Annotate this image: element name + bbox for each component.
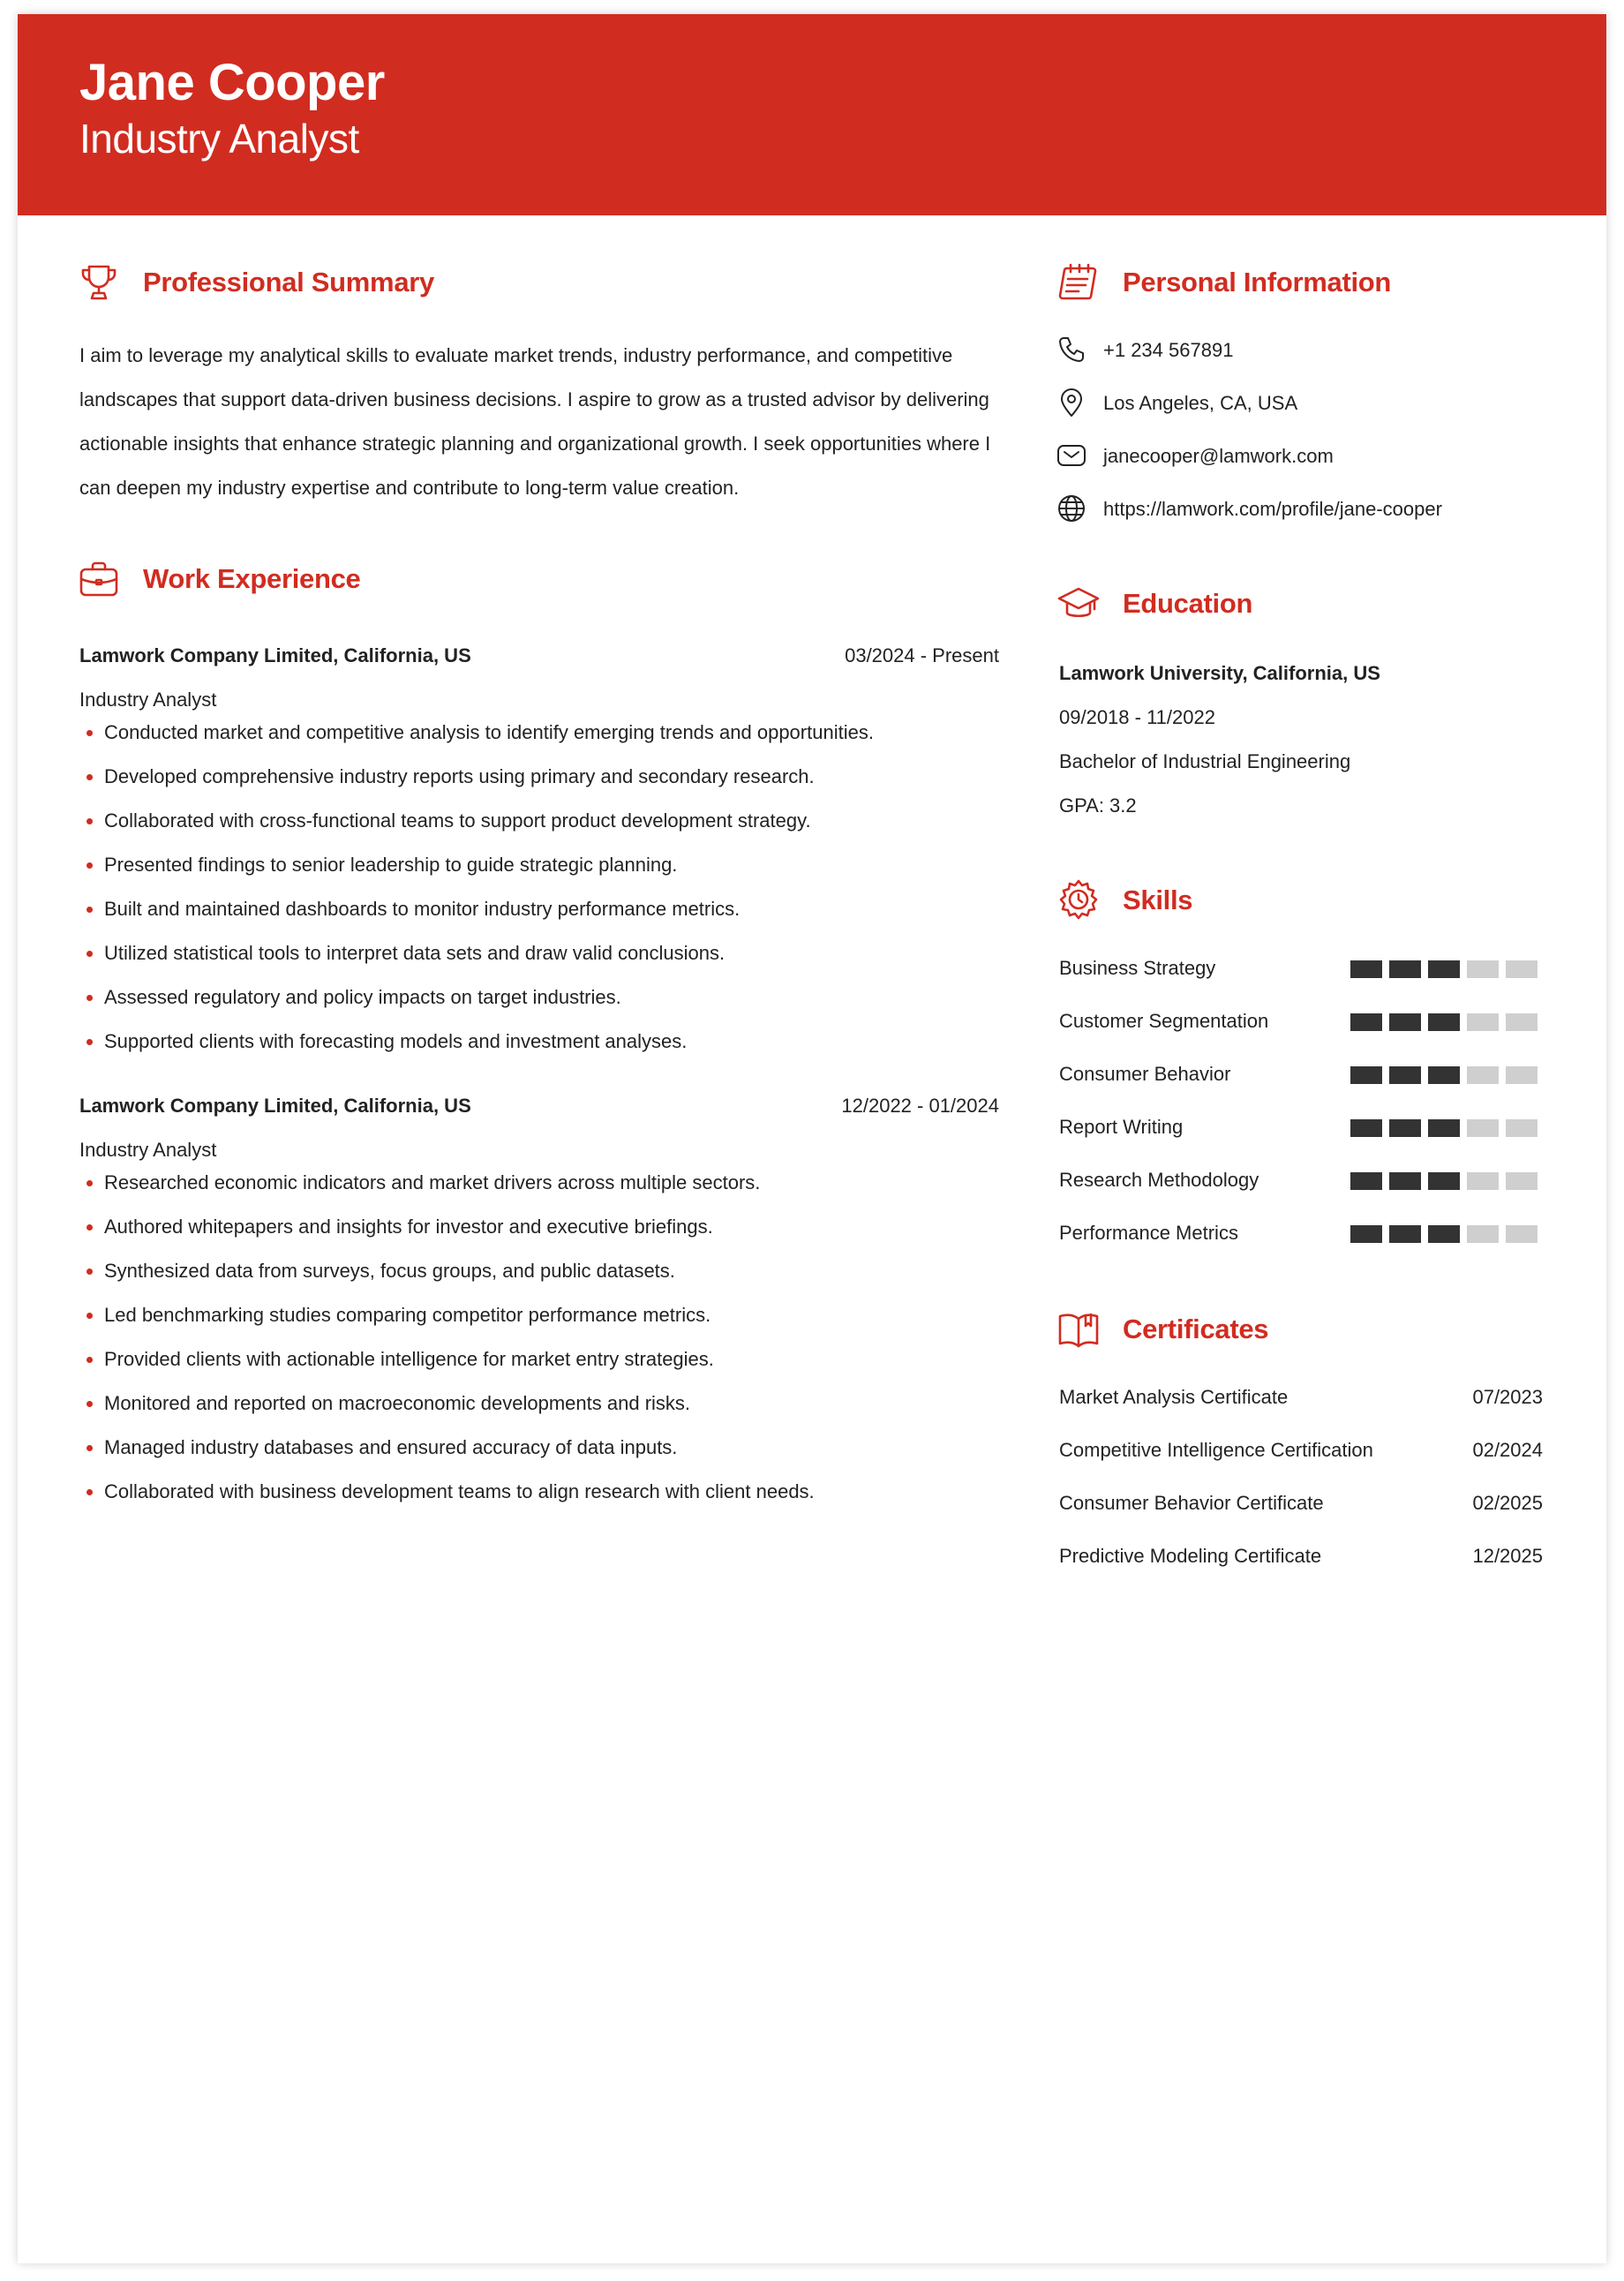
skill-level-bar: [1350, 1066, 1538, 1084]
location-pin-icon: [1056, 387, 1087, 418]
gear-clock-icon: [1056, 877, 1101, 923]
certificate-name: Competitive Intelligence Certification: [1059, 1439, 1373, 1461]
work-heading: Work Experience: [143, 563, 361, 594]
list-item: Assessed regulatory and policy impacts on target industries.: [79, 975, 874, 1020]
list-item: Developed comprehensive industry reports using primary and secondary research.: [79, 755, 874, 799]
candidate-name: Jane Cooper: [79, 54, 385, 111]
skill-level-bar: [1350, 1225, 1538, 1243]
skill-name: Research Methodology: [1059, 1169, 1259, 1191]
trophy-icon: [76, 260, 122, 305]
graduation-cap-icon: [1056, 581, 1101, 627]
list-item: Utilized statistical tools to interpret data sets and draw valid conclusions.: [79, 931, 874, 975]
list-item: Synthesized data from surveys, focus groups, and public datasets.: [79, 1249, 815, 1293]
list-item: Collaborated with business development teams to align research with client needs.: [79, 1470, 815, 1514]
skill-bar-filled: [1389, 1225, 1421, 1243]
mail-icon: [1056, 440, 1087, 471]
list-item: Conducted market and competitive analysis to identify emerging trends and opportunities.: [79, 711, 874, 755]
job-dates: 12/2022 - 01/2024: [841, 1095, 999, 1117]
briefcase-icon: [76, 556, 122, 602]
job-role: Industry Analyst: [79, 689, 217, 711]
job-bullets: [79, 1161, 815, 1514]
job-company: Lamwork Company Limited, California, US: [79, 1095, 471, 1117]
list-item: Monitored and reported on macroeconomic developments and risks.: [79, 1381, 815, 1426]
skill-bar-filled: [1389, 1172, 1421, 1190]
certificate-date: 02/2025: [1472, 1492, 1543, 1514]
education-degree: Bachelor of Industrial Engineering: [1059, 750, 1351, 772]
skill-bar-filled: [1428, 1225, 1460, 1243]
skill-bar-filled: [1350, 960, 1382, 978]
resume-header: [18, 14, 1606, 215]
skill-bar-filled: [1350, 1172, 1382, 1190]
skill-bar-filled: [1350, 1119, 1382, 1137]
education-gpa: GPA: 3.2: [1059, 794, 1137, 817]
education-dates: 09/2018 - 11/2022: [1059, 706, 1215, 728]
skill-bar-empty: [1467, 1119, 1499, 1137]
certificate-name: Predictive Modeling Certificate: [1059, 1545, 1322, 1567]
list-item: Researched economic indicators and market drivers across multiple sectors.: [79, 1161, 815, 1205]
notepad-icon: [1056, 260, 1101, 305]
skill-bar-filled: [1389, 1013, 1421, 1031]
certificate-date: 07/2023: [1472, 1386, 1543, 1408]
website-link[interactable]: https://lamwork.com/profile/jane-cooper: [1103, 498, 1442, 520]
list-item: Authored whitepapers and insights for investor and executive briefings.: [79, 1205, 815, 1249]
list-item: Provided clients with actionable intelligence for market entry strategies.: [79, 1337, 815, 1381]
skill-level-bar: [1350, 1172, 1538, 1190]
certificate-date: 02/2024: [1472, 1439, 1543, 1461]
skill-name: Performance Metrics: [1059, 1222, 1238, 1244]
skill-bar-empty: [1467, 960, 1499, 978]
skill-bar-filled: [1428, 1119, 1460, 1137]
book-icon: [1056, 1306, 1101, 1352]
certificate-date: 12/2025: [1472, 1545, 1543, 1567]
job-bullets: [79, 711, 874, 1064]
location-text: Los Angeles, CA, USA: [1103, 392, 1298, 414]
skill-name: Consumer Behavior: [1059, 1063, 1231, 1085]
skill-bar-filled: [1389, 960, 1421, 978]
list-item: Led benchmarking studies comparing competitor performance metrics.: [79, 1293, 815, 1337]
job-company: Lamwork Company Limited, California, US: [79, 644, 471, 666]
summary-heading: Professional Summary: [143, 267, 434, 297]
skill-level-bar: [1350, 1013, 1538, 1031]
list-item: Collaborated with cross-functional teams to support product development strategy.: [79, 799, 874, 843]
skill-bar-filled: [1350, 1225, 1382, 1243]
skill-bar-filled: [1428, 1013, 1460, 1031]
skill-bar-filled: [1389, 1119, 1421, 1137]
skill-bar-empty: [1467, 1225, 1499, 1243]
list-item: Supported clients with forecasting models and investment analyses.: [79, 1020, 874, 1064]
skill-bar-empty: [1467, 1066, 1499, 1084]
skill-bar-empty: [1506, 1066, 1538, 1084]
skill-name: Customer Segmentation: [1059, 1010, 1269, 1032]
skill-bar-filled: [1428, 1066, 1460, 1084]
certificate-name: Consumer Behavior Certificate: [1059, 1492, 1324, 1514]
globe-icon: [1056, 493, 1087, 524]
skill-level-bar: [1350, 1119, 1538, 1137]
list-item: Built and maintained dashboards to monitor industry performance metrics.: [79, 887, 874, 931]
candidate-title: Industry Analyst: [79, 116, 359, 162]
skill-bar-empty: [1506, 1119, 1538, 1137]
education-heading: Education: [1123, 588, 1253, 619]
list-item: Presented findings to senior leadership to guide strategic planning.: [79, 843, 874, 887]
phone-icon: [1056, 334, 1087, 365]
skill-level-bar: [1350, 960, 1538, 978]
skill-bar-filled: [1350, 1013, 1382, 1031]
skill-bar-empty: [1506, 1225, 1538, 1243]
personal-heading: Personal Information: [1123, 267, 1392, 297]
skill-bar-empty: [1467, 1172, 1499, 1190]
skill-bar-empty: [1506, 1172, 1538, 1190]
skill-bar-filled: [1350, 1066, 1382, 1084]
skill-bar-filled: [1428, 1172, 1460, 1190]
skill-bar-filled: [1428, 960, 1460, 978]
job-dates: 03/2024 - Present: [845, 644, 999, 666]
list-item: Managed industry databases and ensured accuracy of data inputs.: [79, 1426, 815, 1470]
skills-heading: Skills: [1123, 885, 1193, 915]
summary-text: I aim to leverage my analytical skills to evaluate market trends, industry performance, and competitive landscapes that support data-driven business decisions. I aspire to grow as a trusted advisor by delivering actionable insights that enhance strategic planning and organizational growth. I seek opportunities where I can deepen my industry expertise and contribute to long-term value creation.: [79, 344, 991, 499]
resume-page: [18, 14, 1606, 2263]
certificate-name: Market Analysis Certificate: [1059, 1386, 1289, 1408]
skill-bar-filled: [1389, 1066, 1421, 1084]
education-school: Lamwork University, California, US: [1059, 662, 1380, 684]
email-text[interactable]: janecooper@lamwork.com: [1103, 445, 1334, 467]
certificates-heading: Certificates: [1123, 1314, 1269, 1344]
skill-name: Report Writing: [1059, 1116, 1184, 1138]
job-role: Industry Analyst: [79, 1139, 217, 1161]
skill-bar-empty: [1467, 1013, 1499, 1031]
phone-text: +1 234 567891: [1103, 339, 1234, 361]
skill-bar-empty: [1506, 1013, 1538, 1031]
skill-bar-empty: [1506, 960, 1538, 978]
skill-name: Business Strategy: [1059, 957, 1216, 979]
